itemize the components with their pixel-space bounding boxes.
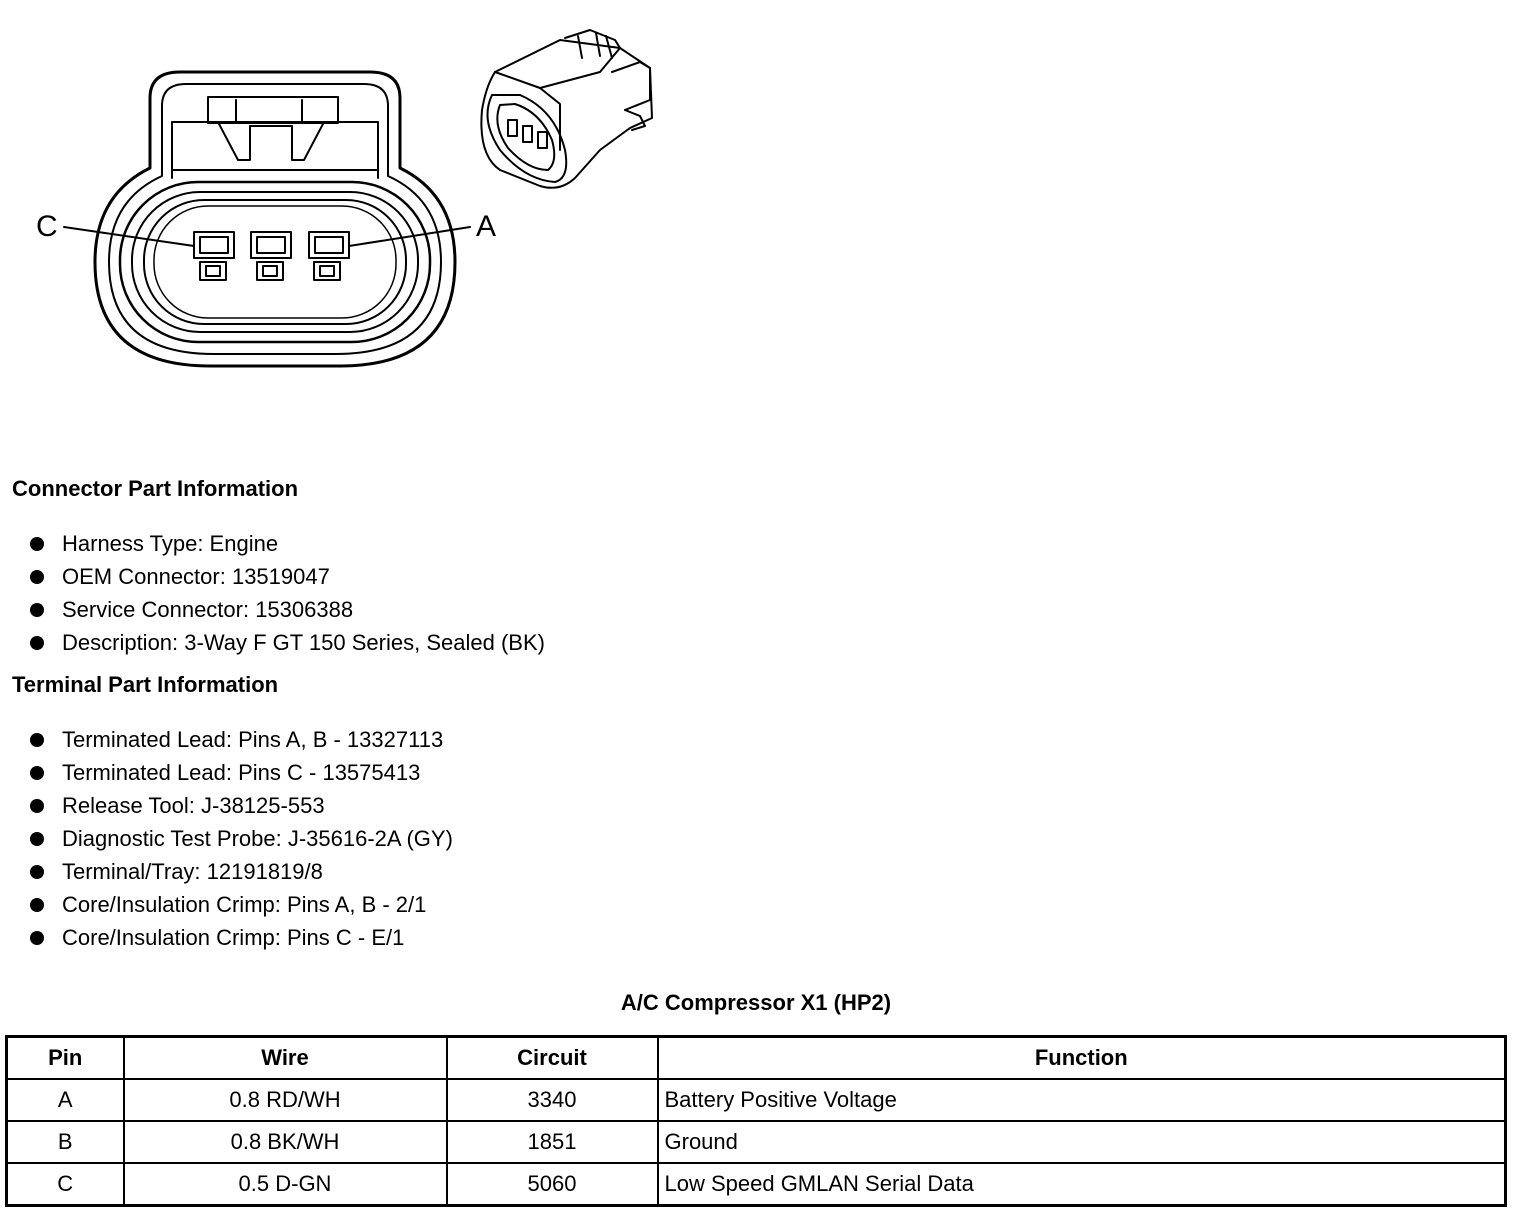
pin-cell: C [7, 1163, 124, 1206]
connector-isometric [481, 30, 652, 188]
function-cell: Battery Positive Voltage [658, 1079, 1506, 1121]
pin-cell: A [7, 1079, 124, 1121]
table-caption: A/C Compressor X1 (HP2) [620, 990, 892, 1015]
bullet-icon [30, 603, 44, 617]
table-header-row [7, 1037, 1506, 1080]
list-item: OEM Connector: 13519047 [30, 560, 545, 593]
list-item: Terminated Lead: Pins A, B - 13327113 [30, 723, 453, 756]
pin-label-a: A [476, 210, 497, 243]
terminal-info-heading: Terminal Part Information [12, 672, 279, 697]
pinout-table [5, 1035, 1507, 1207]
connector-info-heading: Connector Part Information [12, 476, 299, 501]
bullet-icon [30, 799, 44, 813]
function-cell: Low Speed GMLAN Serial Data [658, 1163, 1506, 1206]
list-item: Diagnostic Test Probe: J-35616-2A (GY) [30, 822, 453, 855]
list-item: Service Connector: 15306388 [30, 593, 545, 626]
column-header-pin: Pin [7, 1037, 124, 1080]
circuit-cell: 1851 [447, 1121, 658, 1163]
bullet-icon [30, 832, 44, 846]
list-item: Terminal/Tray: 12191819/8 [30, 855, 453, 888]
column-header-circuit: Circuit [447, 1037, 658, 1080]
column-header-wire: Wire [124, 1037, 447, 1080]
bullet-icon [30, 766, 44, 780]
wire-cell: 0.8 RD/WH [124, 1079, 447, 1121]
list-item: Harness Type: Engine [30, 527, 545, 560]
list-item: Description: 3-Way F GT 150 Series, Sealed (BK) [30, 626, 545, 659]
wire-cell: 0.8 BK/WH [124, 1121, 447, 1163]
leader-line-c [64, 227, 194, 246]
connector-face [95, 72, 455, 366]
terminal-cavities [194, 232, 349, 280]
pin-cell: B [7, 1121, 124, 1163]
bullet-icon [30, 636, 44, 650]
circuit-cell: 3340 [447, 1079, 658, 1121]
list-item: Core/Insulation Crimp: Pins C - E/1 [30, 921, 453, 954]
bullet-icon [30, 570, 44, 584]
bullet-icon [30, 865, 44, 879]
bullet-icon [30, 537, 44, 551]
list-item: Release Tool: J-38125-553 [30, 789, 453, 822]
table-row [7, 1163, 1506, 1206]
list-item: Terminated Lead: Pins C - 13575413 [30, 756, 453, 789]
connector-info-list [30, 527, 545, 659]
table-row [7, 1121, 1506, 1163]
wire-cell: 0.5 D-GN [124, 1163, 447, 1206]
bullet-icon [30, 931, 44, 945]
connector-diagram [0, 0, 700, 420]
function-cell: Ground [658, 1121, 1506, 1163]
pin-label-c: C [36, 210, 58, 243]
bullet-icon [30, 898, 44, 912]
column-header-function: Function [658, 1037, 1506, 1080]
circuit-cell: 5060 [447, 1163, 658, 1206]
bullet-icon [30, 733, 44, 747]
list-item: Core/Insulation Crimp: Pins A, B - 2/1 [30, 888, 453, 921]
table-row [7, 1079, 1506, 1121]
terminal-info-list [30, 723, 453, 954]
